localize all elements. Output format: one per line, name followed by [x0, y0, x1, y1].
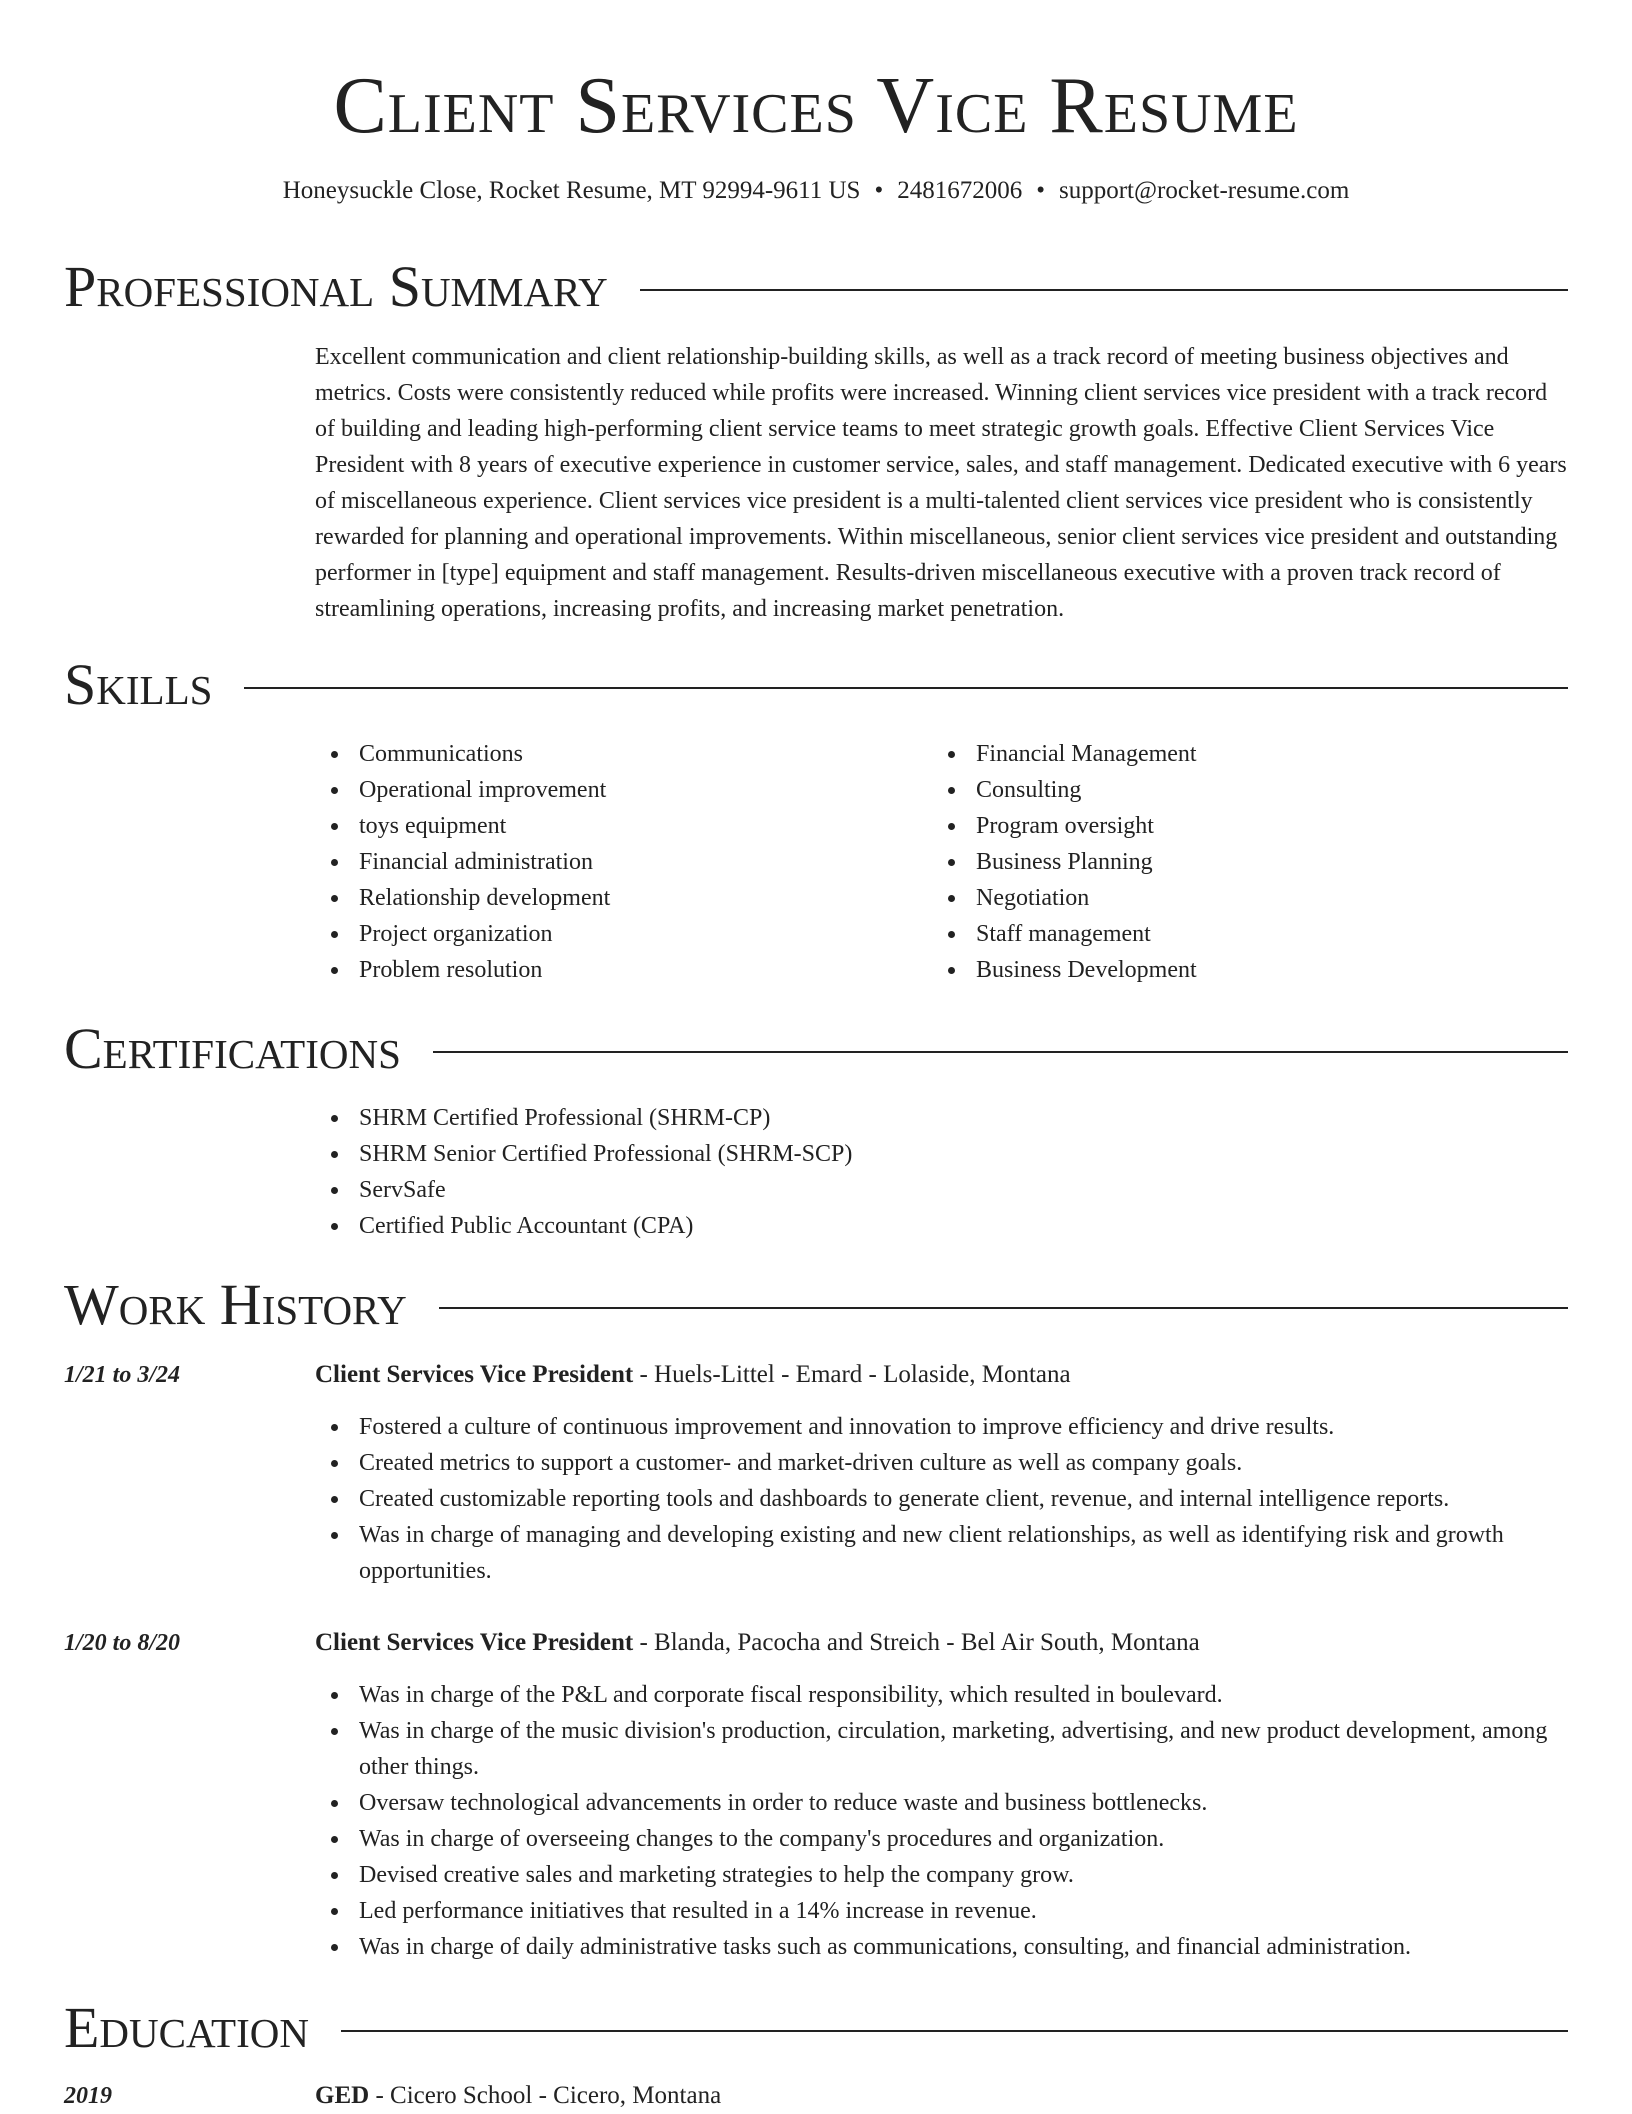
section-divider	[244, 687, 1568, 689]
section-title: Education	[64, 1995, 309, 2060]
certifications-list	[315, 1100, 1570, 1244]
job-bullet: Led performance initiatives that resulted in a 14% increase in revenue.	[315, 1893, 1570, 1929]
contact-phone: 2481672006	[897, 177, 1023, 204]
section-heading-certifications	[64, 1017, 1568, 1081]
job-employer-location: - Huels-Littel - Emard - Lolaside, Montana	[633, 1361, 1071, 1388]
skill-item: Negotiation	[932, 880, 1532, 916]
skill-item: Communications	[315, 736, 915, 772]
job-employer-location: - Blanda, Pacocha and Streich - Bel Air South, Montana	[633, 1629, 1200, 1656]
certification-item: Certified Public Accountant (CPA)	[315, 1208, 1570, 1244]
job-bullet: Was in charge of daily administrative tasks such as communications, consulting, and financial administration.	[315, 1929, 1570, 1965]
job-bullet: Created customizable reporting tools and dashboards to generate client, revenue, and internal intelligence reports.	[315, 1481, 1570, 1517]
job-bullets	[315, 1677, 1570, 1965]
summary-text: Excellent communication and client relationship-building skills, as well as a track record of meeting business objectives and metrics. Costs were consistently reduced while profits were increased. Winning client services vice president with a track record of building and leading high-performing client service teams to meet strategic growth goals. Effective Client Services Vice President with 8 years of executive experience in customer service, sales, and staff management. Dedicated executive with 6 years of miscellaneous experience. Client services vice president is a multi-talented client services vice president who is consistently rewarded for planning and operational improvements. Within miscellaneous, senior client services vice president and outstanding performer in [type] equipment and staff management. Results-driven miscellaneous executive with a proven track record of streamlining operations, increasing profits, and increasing market penetration.	[315, 344, 1567, 622]
certification-item: ServSafe	[315, 1172, 1570, 1208]
education-heading	[315, 2078, 721, 2114]
job-bullet: Oversaw technological advancements in order to reduce waste and business bottlenecks.	[315, 1785, 1570, 1821]
job-bullet: Was in charge of the music division's production, circulation, marketing, advertising, and new product development, among other things.	[315, 1713, 1570, 1785]
job-bullet: Was in charge of the P&L and corporate fiscal responsibility, which resulted in boulevard.	[315, 1677, 1570, 1713]
skill-item: Financial Management	[932, 736, 1532, 772]
section-title: Certifications	[64, 1016, 401, 1081]
certification-item: SHRM Certified Professional (SHRM-CP)	[315, 1100, 1570, 1136]
job-heading	[315, 1625, 1200, 1661]
job-bullet: Was in charge of overseeing changes to the company's procedures and organization.	[315, 1821, 1570, 1857]
section-title: Professional Summary	[64, 254, 608, 319]
skill-item: Staff management	[932, 916, 1532, 952]
skill-item: Business Planning	[932, 844, 1532, 880]
certification-item: SHRM Senior Certified Professional (SHRM-SCP)	[315, 1136, 1570, 1172]
section-title: Skills	[64, 652, 213, 717]
job-bullet: Was in charge of managing and developing existing and new client relationships, as well as identifying risk and growth opportunities.	[315, 1517, 1570, 1589]
skill-item: Consulting	[932, 772, 1532, 808]
education-school-location: - Cicero School - Cicero, Montana	[369, 2082, 722, 2109]
section-title: Work History	[64, 1272, 407, 1337]
job-bullet: Fostered a culture of continuous improvement and innovation to improve efficiency and drive results.	[315, 1409, 1570, 1445]
contact-line	[0, 174, 1632, 208]
contact-separator: •	[874, 177, 884, 204]
job-bullets	[315, 1409, 1570, 1589]
resume-title: Client Services Vice Resume	[333, 62, 1299, 150]
skill-item: Business Development	[932, 952, 1532, 988]
contact-separator: •	[1036, 177, 1045, 204]
job-heading	[315, 1357, 1071, 1393]
job-title: Client Services Vice President	[315, 1361, 634, 1388]
skill-item: Problem resolution	[315, 952, 915, 988]
skill-item: Program oversight	[932, 808, 1532, 844]
section-divider	[439, 1307, 1568, 1309]
skills-list-left	[315, 736, 915, 988]
contact-email: support@rocket-resume.com	[1058, 177, 1350, 204]
education-degree: GED	[315, 2082, 370, 2109]
job-bullet: Created metrics to support a customer- and market-driven culture as well as company goals.	[315, 1445, 1570, 1481]
skill-item: Financial administration	[315, 844, 915, 880]
section-heading-work-history	[64, 1273, 1568, 1337]
contact-address: Honeysuckle Close, Rocket Resume, MT 92994-9611 US	[282, 177, 861, 204]
section-divider	[433, 1051, 1568, 1053]
job-bullet: Devised creative sales and marketing strategies to help the company grow.	[315, 1857, 1570, 1893]
skill-item: Project organization	[315, 916, 915, 952]
section-heading-summary	[64, 255, 1568, 319]
education-year: 2019	[64, 2083, 112, 2109]
section-heading-skills	[64, 653, 1568, 717]
job-dates: 1/21 to 3/24	[64, 1362, 181, 1388]
section-divider	[640, 289, 1568, 291]
skills-list-right	[932, 736, 1532, 988]
skill-item: toys equipment	[315, 808, 915, 844]
skill-item: Relationship development	[315, 880, 915, 916]
section-heading-education	[64, 1996, 1568, 2060]
skill-item: Operational improvement	[315, 772, 915, 808]
job-dates: 1/20 to 8/20	[64, 1630, 181, 1656]
section-divider	[341, 2030, 1568, 2032]
job-title: Client Services Vice President	[315, 1629, 634, 1656]
